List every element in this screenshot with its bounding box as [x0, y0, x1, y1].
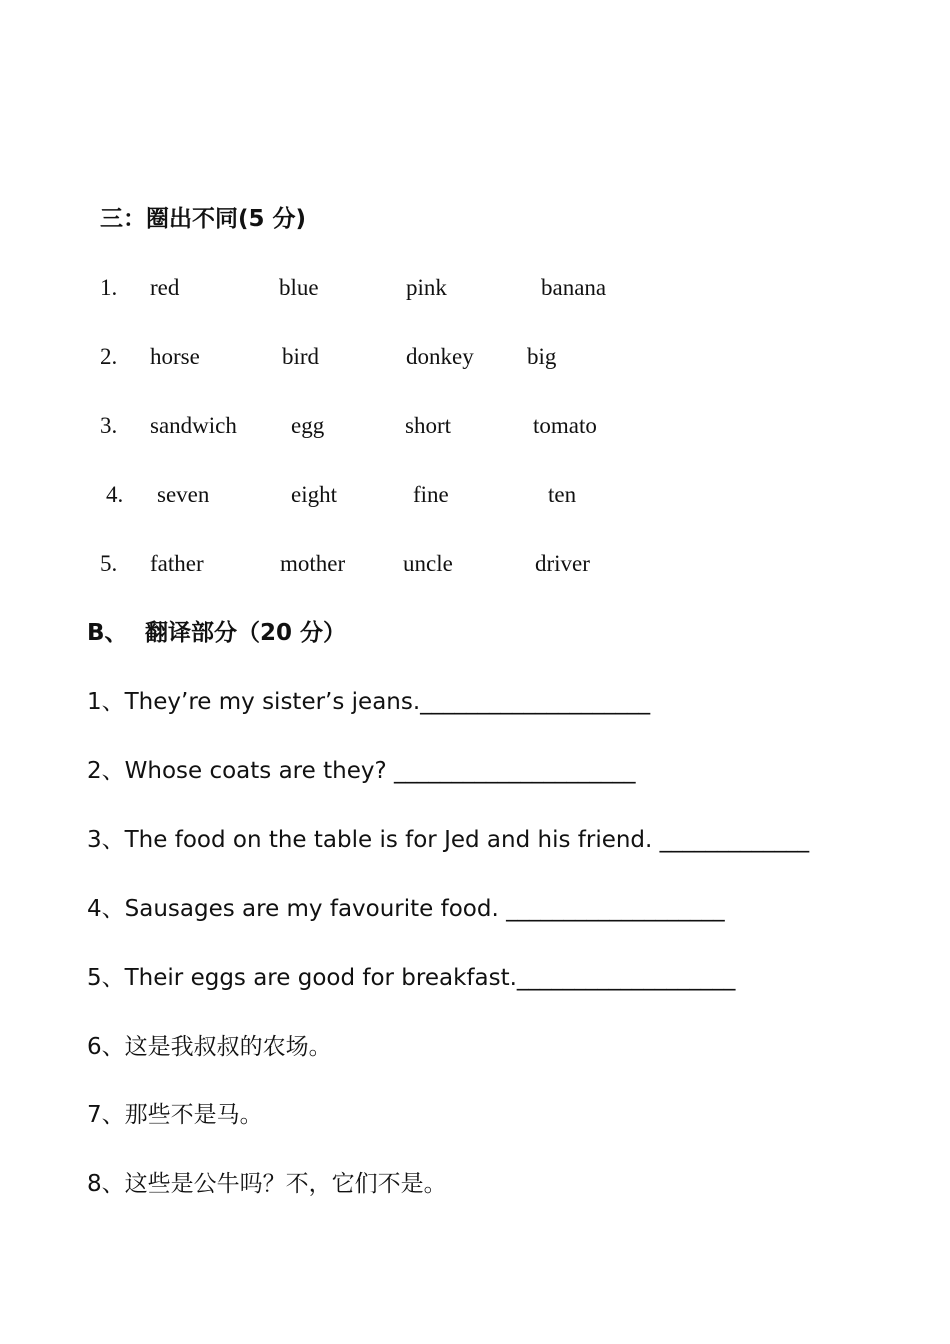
translation-item-4: 4、Sausages are my favourite food. ___________________ — [87, 896, 725, 922]
translation-item-6: 6、这是我叔叔的农场。 — [87, 1034, 332, 1060]
section-b-title: 翻译部分（20 分） — [145, 620, 347, 646]
row-3-word-2: egg — [291, 413, 325, 438]
row-2-word-2: bird — [282, 344, 320, 369]
translation-item-7: 7、那些不是马。 — [87, 1102, 263, 1128]
row-1-word-2: blue — [279, 275, 319, 300]
row-1-number: 1. — [100, 275, 118, 300]
row-2-word-3: donkey — [406, 344, 474, 369]
row-1-word-4: banana — [541, 275, 607, 300]
row-5-word-1: father — [150, 551, 204, 576]
translation-item-2: 2、Whose coats are they? _____________________ — [87, 758, 636, 784]
row-5-word-2: mother — [280, 551, 346, 576]
row-4-word-3: fine — [413, 482, 449, 507]
row-4-word-2: eight — [291, 482, 337, 507]
row-3-word-1: sandwich — [150, 413, 237, 438]
row-5-word-3: uncle — [403, 551, 453, 576]
section-3-title: 三：圈出不同(5 分) — [100, 206, 307, 232]
row-4-word-1: seven — [157, 482, 210, 507]
row-1-word-3: pink — [406, 275, 447, 300]
row-4-number: 4. — [106, 482, 124, 507]
row-2-word-4: big — [527, 344, 557, 369]
row-2-number: 2. — [100, 344, 118, 369]
translation-item-8: 8、这些是公牛吗？不，它们不是。 — [87, 1171, 447, 1197]
row-4-word-4: ten — [548, 482, 577, 507]
row-3-number: 3. — [100, 413, 118, 438]
row-2-word-1: horse — [150, 344, 200, 369]
translation-item-5: 5、Their eggs are good for breakfast.___________________ — [87, 965, 736, 991]
row-3-word-3: short — [405, 413, 451, 438]
translation-item-1: 1、They’re my sister’s jeans.____________________ — [87, 689, 651, 715]
section-b-label: B、 — [87, 620, 128, 646]
row-5-word-4: driver — [535, 551, 590, 576]
translation-item-3: 3、The food on the table is for Jed and his friend. _____________ — [87, 827, 810, 853]
row-1-word-1: red — [150, 275, 180, 300]
row-5-number: 5. — [100, 551, 118, 576]
row-3-word-4: tomato — [533, 413, 597, 438]
